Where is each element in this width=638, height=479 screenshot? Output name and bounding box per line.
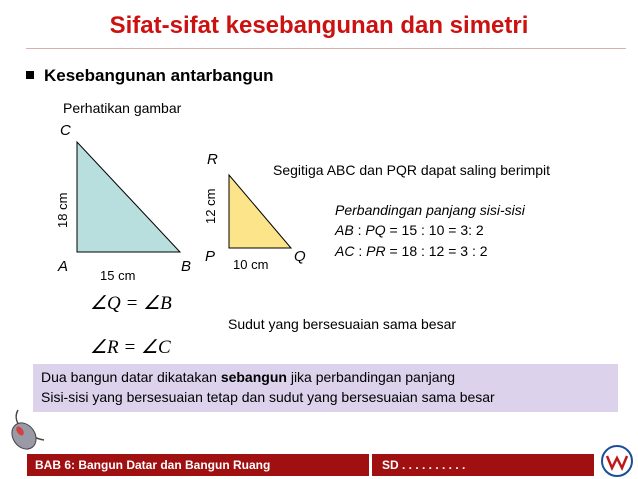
side-pr-label: 12 cm bbox=[203, 188, 218, 224]
vertex-c-label: C bbox=[60, 122, 71, 139]
intro-text: Perhatikan gambar bbox=[63, 100, 182, 116]
ratio-line-2-colon: : bbox=[354, 243, 367, 259]
footer-level-label: SD . . . . . . . . . . bbox=[372, 454, 594, 476]
definition-keyword: sebangun bbox=[220, 369, 287, 385]
ratio-line-1-rhs: = 15 : 10 = 3: 2 bbox=[385, 222, 484, 238]
statement-text: Segitiga ABC dan PQR dapat saling berimpit bbox=[273, 162, 551, 178]
definition-box bbox=[33, 364, 618, 412]
ratio-line-2-rhs: = 18 : 12 = 3 : 2 bbox=[385, 243, 488, 259]
side-ab-label: 15 cm bbox=[100, 268, 136, 283]
logo-icon bbox=[599, 444, 635, 478]
ratio-heading: Perbandingan panjang sisi-sisi bbox=[335, 202, 525, 218]
vertex-r-label: R bbox=[207, 151, 218, 168]
definition-part-2: jika perbandingan panjang bbox=[286, 369, 456, 385]
vertex-a-label: A bbox=[58, 258, 69, 275]
ratio-line-1 bbox=[335, 222, 484, 238]
ratio-line-2-mid: PR bbox=[366, 243, 386, 259]
section-heading-text: Kesebangunan antarbangun bbox=[44, 66, 274, 85]
angle-equality-r-c: ∠R = ∠C bbox=[90, 337, 171, 358]
ratio-line-2 bbox=[335, 243, 488, 259]
side-pq-label: 10 cm bbox=[233, 257, 269, 272]
vertex-b-label: B bbox=[181, 258, 192, 275]
page-title: Sifat-sifat kesebangunan dan simetri bbox=[109, 12, 529, 39]
ratio-line-1-mid: PQ bbox=[365, 222, 386, 238]
angle-note: Sudut yang bersesuaian sama besar bbox=[228, 316, 457, 332]
definition-line-1 bbox=[41, 367, 610, 387]
definition-part-1: Dua bangun datar dikatakan bbox=[41, 369, 221, 385]
ratio-line-1-colon: : bbox=[353, 222, 366, 238]
footer-chapter-label: BAB 6: Bangun Datar dan Bangun Ruang bbox=[27, 454, 369, 476]
vertex-p-label: P bbox=[205, 248, 216, 265]
ratio-line-2-lhs: AC bbox=[335, 243, 355, 259]
triangle-pqr bbox=[229, 175, 291, 248]
triangle-abc bbox=[77, 142, 180, 252]
mouse-icon bbox=[4, 404, 50, 452]
vertex-q-label: Q bbox=[294, 248, 306, 265]
ratio-line-1-lhs: AB bbox=[335, 222, 354, 238]
definition-line-2: Sisi-sisi yang bersesuaian tetap dan sudut yang bersesuaian sama besar bbox=[41, 389, 495, 405]
side-ac-label: 18 cm bbox=[55, 192, 70, 228]
angle-equality-q-b: ∠Q = ∠B bbox=[90, 293, 172, 314]
